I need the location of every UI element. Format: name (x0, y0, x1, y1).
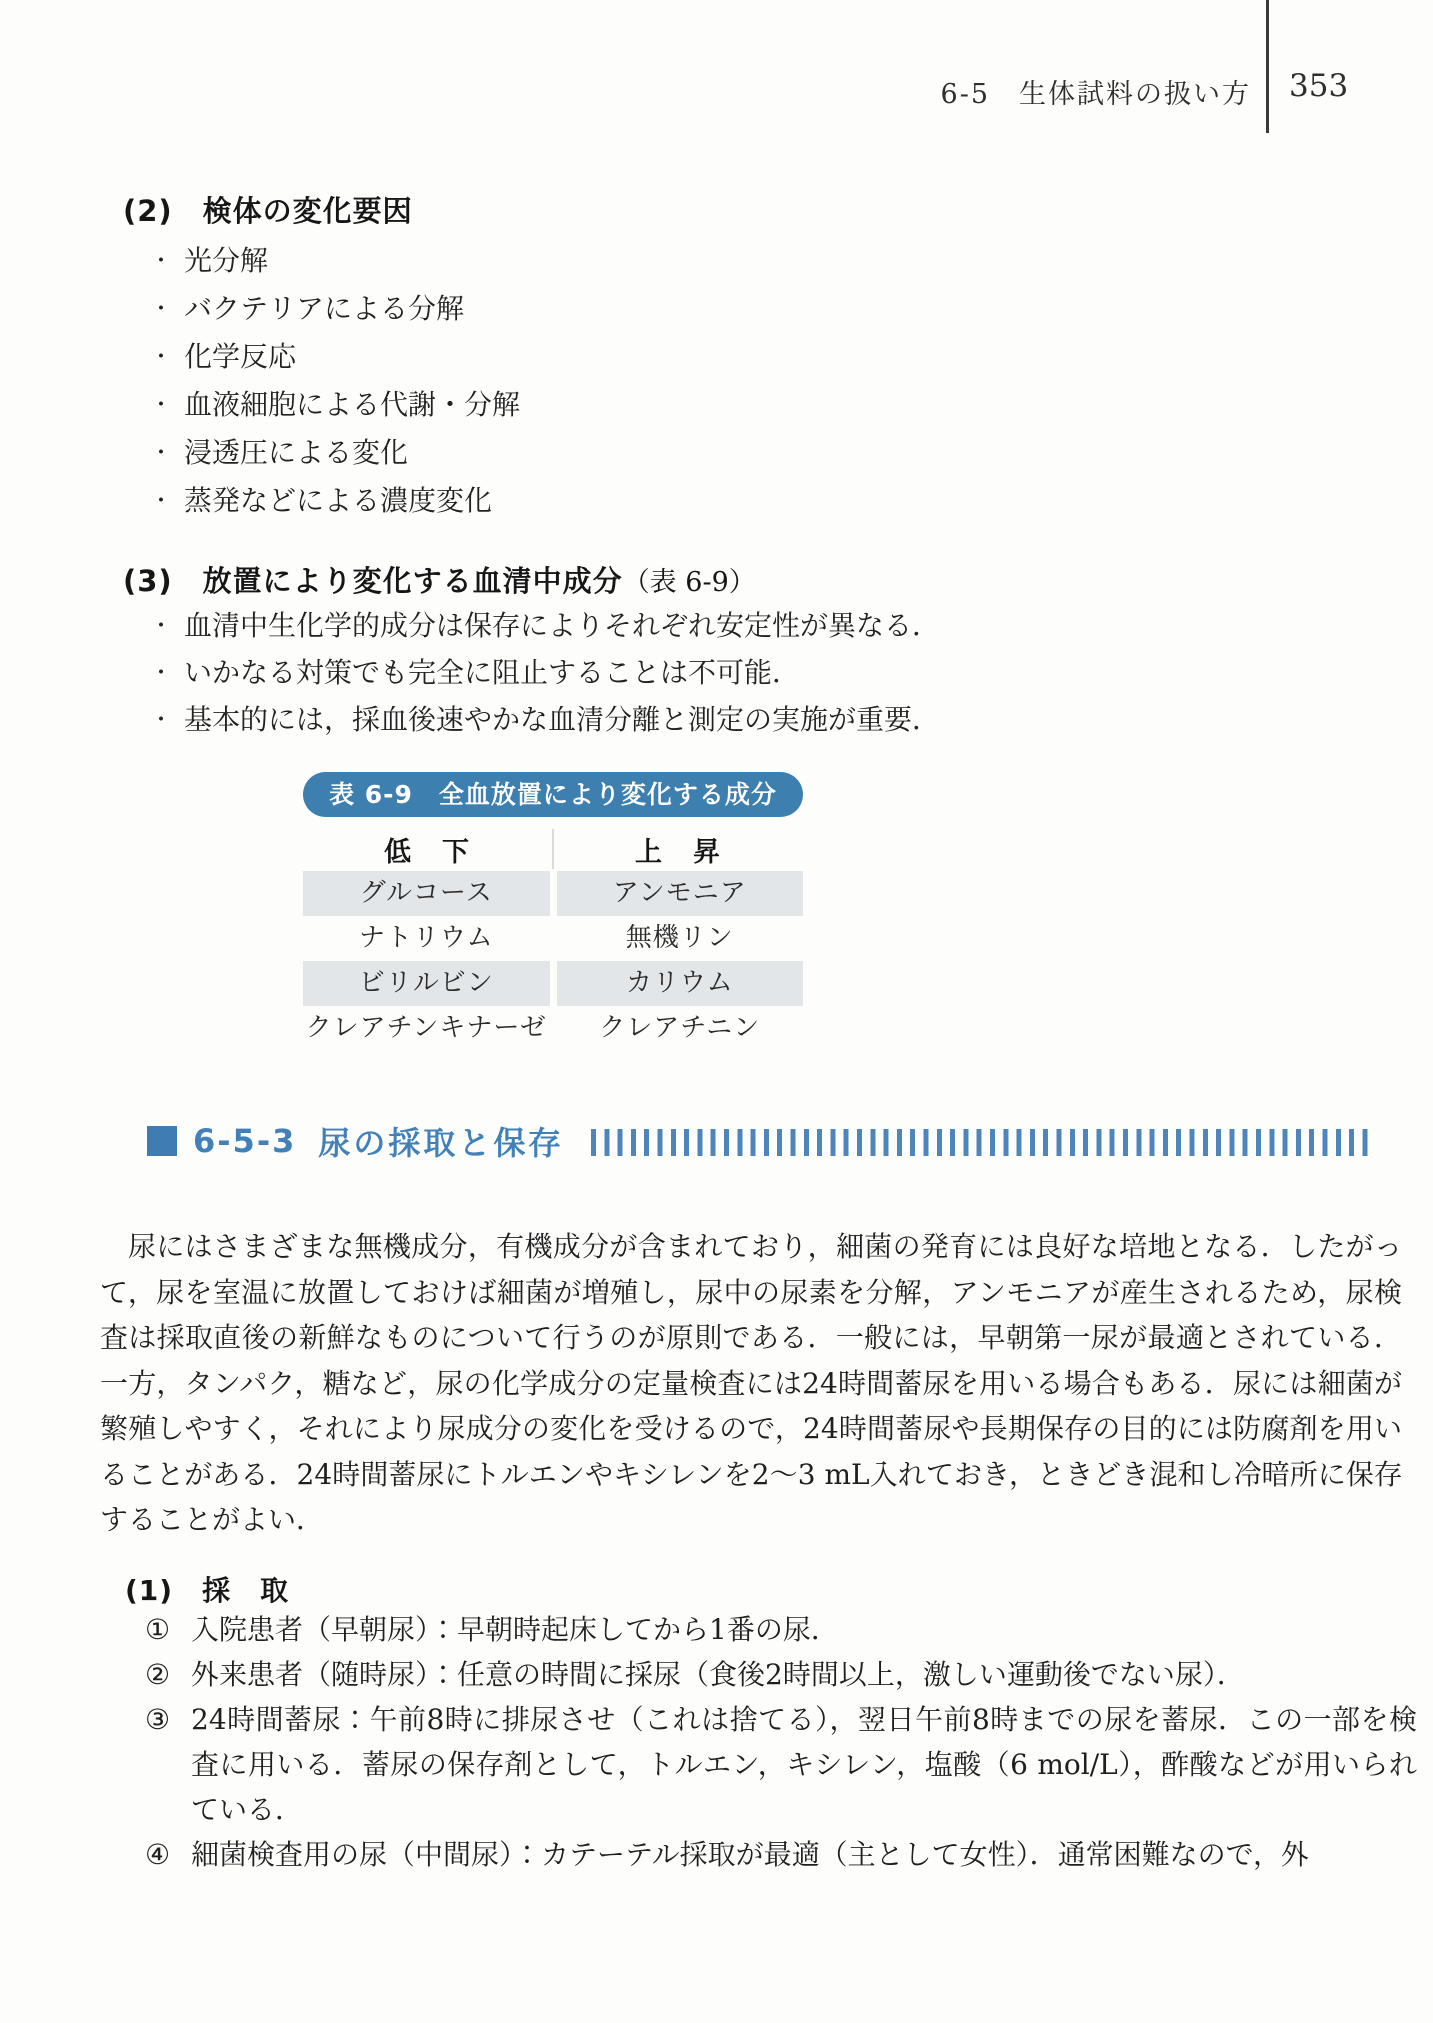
tick-bars-decoration (591, 1129, 1372, 1156)
section2-bullet-list (150, 237, 520, 525)
bullet-text: 化学反応 (184, 340, 297, 373)
page-number: 353 (1289, 68, 1349, 104)
item-number: ③ (145, 1703, 171, 1736)
bullet-icon: ・ (150, 661, 173, 686)
table-row (303, 1006, 803, 1051)
list-item (150, 697, 940, 744)
bullet-icon: ・ (150, 249, 173, 274)
item-text: 24時間蓄尿：午前8時に排尿させ（これは捨てる），翌日午前8時までの尿を蓄尿．この一部を検査に用いる．蓄尿の保存剤として，トルエン，キシレン，塩酸（6 mol/L），酢酸などが用いられている． (191, 1703, 1417, 1826)
bullet-icon: ・ (150, 297, 173, 322)
item-text: 細菌検査用の尿（中間尿）：カテーテル採取が最適（主として女性）．通常困難なので，外 (191, 1838, 1310, 1871)
running-head-title: 6-5 生体試料の扱い方 (940, 79, 1251, 110)
table-6-9 (303, 772, 803, 1051)
item-number: ④ (145, 1838, 171, 1871)
section3-bullet-list (150, 603, 940, 744)
list-item (150, 603, 940, 650)
numbered-item (145, 1652, 1417, 1697)
section3-heading-text: (3) 放置により変化する血清中成分 (123, 564, 623, 598)
table-cell: カリウム (557, 961, 804, 1006)
bullet-icon: ・ (150, 614, 173, 639)
bullet-text: 光分解 (184, 244, 269, 277)
numbered-item (145, 1832, 1417, 1877)
table-title-band: 表 6-9 全血放置により変化する成分 (303, 772, 803, 817)
numbered-item (145, 1697, 1417, 1832)
bullet-icon: ・ (150, 441, 173, 466)
table-column-header: 低 下 (384, 836, 471, 868)
table-cell: クレアチニン (599, 1013, 761, 1043)
header-divider (1266, 0, 1269, 133)
table-cell: 無機リン (625, 923, 734, 953)
bullet-text: 血清中生化学的成分は保存によりそれぞれ安定性が異なる． (184, 609, 941, 642)
table-row (303, 916, 803, 961)
section3-table-ref: （表 6-9） (622, 567, 756, 598)
numbered-item (145, 1607, 1417, 1652)
bullet-text: 基本的には，採血後速やかな血清分離と測定の実施が重要． (184, 703, 941, 736)
section-number: 6-5-3 (193, 1122, 297, 1160)
numbered-item-list (145, 1607, 1417, 1877)
bullet-text: いかなる対策でも完全に阻止することは不可能． (184, 656, 801, 689)
bullet-text: バクテリアによる分解 (184, 292, 465, 325)
list-item (150, 237, 520, 285)
list-item (150, 650, 940, 697)
table-cell: アンモニア (557, 871, 804, 916)
bullet-icon: ・ (150, 345, 173, 370)
item-number: ① (145, 1613, 171, 1646)
bullet-icon: ・ (150, 393, 173, 418)
bullet-icon: ・ (150, 708, 173, 733)
list-item (150, 477, 520, 525)
list-item (150, 333, 520, 381)
body-paragraph: 尿にはさまざまな無機成分，有機成分が含まれており，細菌の発育には良好な培地となる．したがって，尿を室温に放置しておけば細菌が増殖し，尿中の尿素を分解，アンモニアが産生されるため，尿検査は採取直後の新鮮なものについて行うのが原則である．一般には，早朝第一尿が最適とされている．一方，タンパク，糖など，尿の化学成分の定量検査には24時間蓄尿を用いる場合もある．尿には細菌が繁殖しやすく，それにより尿成分の変化を受けるので，24時間蓄尿や長期保存の目的には防腐剤を用いることがある．24時間蓄尿にトルエンやキシレンを2～3 mL入れておき，ときどき混和し冷暗所に保存することがよい． (100, 1230, 1402, 1536)
list-item (150, 285, 520, 333)
table-header-row (303, 827, 803, 871)
section2-heading: (2) 検体の変化要因 (123, 194, 413, 228)
table-cell: ナトリウム (358, 923, 494, 953)
section-6-5-3-heading (147, 1118, 1372, 1164)
table-cell: グルコース (303, 871, 550, 916)
list-item (150, 429, 520, 477)
section-title: 尿の採取と保存 (318, 1124, 564, 1162)
bullet-text: 蒸発などによる濃度変化 (184, 484, 493, 517)
table-cell: ビリルビン (303, 961, 550, 1006)
blue-square-icon (147, 1126, 177, 1156)
item-text: 入院患者（早朝尿）：早朝時起床してから1番の尿． (191, 1613, 839, 1646)
list-item (150, 381, 520, 429)
bullet-icon: ・ (150, 489, 173, 514)
table-row (303, 961, 803, 1006)
bullet-text: 浸透圧による変化 (184, 436, 409, 469)
table-cell: クレアチンキナーゼ (305, 1013, 547, 1043)
table-column-header: 上 昇 (635, 836, 722, 868)
table-row (303, 871, 803, 916)
item-number: ② (145, 1658, 171, 1691)
bullet-text: 血液細胞による代謝・分解 (184, 388, 521, 421)
item-text: 外来患者（随時尿）：任意の時間に採尿（食後2時間以上，激しい運動後でない尿）． (191, 1658, 1245, 1691)
subsection1-heading: (1) 採 取 (125, 1574, 290, 1607)
section3-heading (123, 559, 756, 600)
